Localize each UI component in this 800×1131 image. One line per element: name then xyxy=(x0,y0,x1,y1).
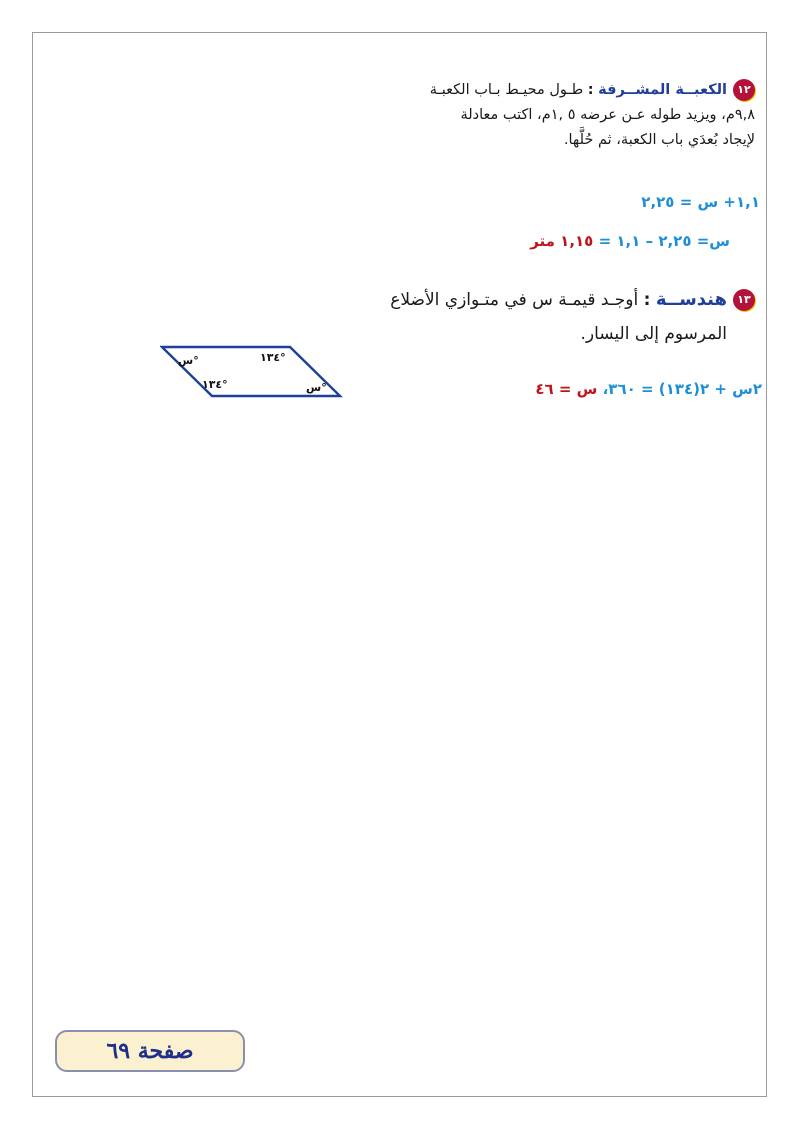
problem-13 xyxy=(285,283,755,351)
problem-12-text-1: طـول محيـط بـاب الكعبـة xyxy=(429,82,584,98)
problem-number-badge: ١٣ xyxy=(733,289,755,311)
page-number-label: صفحة ٦٩ xyxy=(106,1038,194,1064)
title-separator: : xyxy=(587,82,594,98)
problem-12-text-2: ٩,٨م، ويزيد طوله عـن عرضه ٥ ,١م، اكتب معادلة xyxy=(460,107,755,123)
problem-12 xyxy=(335,78,755,153)
angle-label-bottom-right: س° xyxy=(306,381,327,394)
answer-13-equation-work: ٢س + ٢(١٣٤) = ٣٦٠، xyxy=(597,380,762,398)
answer-12-equation-2-work: س= ٢,٢٥ – ١,١ = xyxy=(593,232,730,250)
angle-label-top-left: س° xyxy=(178,354,199,367)
angle-label-bottom-left: ١٣٤° xyxy=(202,378,228,391)
page-number-box xyxy=(55,1030,245,1072)
problem-13-title: هندســة xyxy=(655,289,727,310)
answer-13-equation xyxy=(535,380,762,398)
page-frame xyxy=(32,32,767,1097)
angle-label-top-right: ١٣٤° xyxy=(260,351,286,364)
parallelogram-figure xyxy=(160,340,345,400)
problem-12-title: الكعبــة المشــرفة xyxy=(598,82,727,98)
problem-13-line-1 xyxy=(285,283,755,317)
problem-13-text-2: المرسوم إلى اليسار. xyxy=(580,324,727,344)
answer-12-equation-2 xyxy=(530,232,730,250)
problem-13-text-1: أوجـد قيمـة س في متـوازي الأضلاع xyxy=(390,290,639,310)
answer-12-result: ١,١٥ متر xyxy=(530,232,594,250)
title-separator: : xyxy=(643,290,651,310)
answer-12-equation-1: ١,١+ س = ٢,٢٥ xyxy=(641,193,760,211)
problem-number-badge: ١٢ xyxy=(733,79,755,101)
problem-12-line-1 xyxy=(335,78,755,103)
problem-12-text-3: لإيجاد بُعدَي باب الكعبة، ثم حُلَّها. xyxy=(563,132,755,148)
answer-13-result: س = ٤٦ xyxy=(535,380,598,398)
